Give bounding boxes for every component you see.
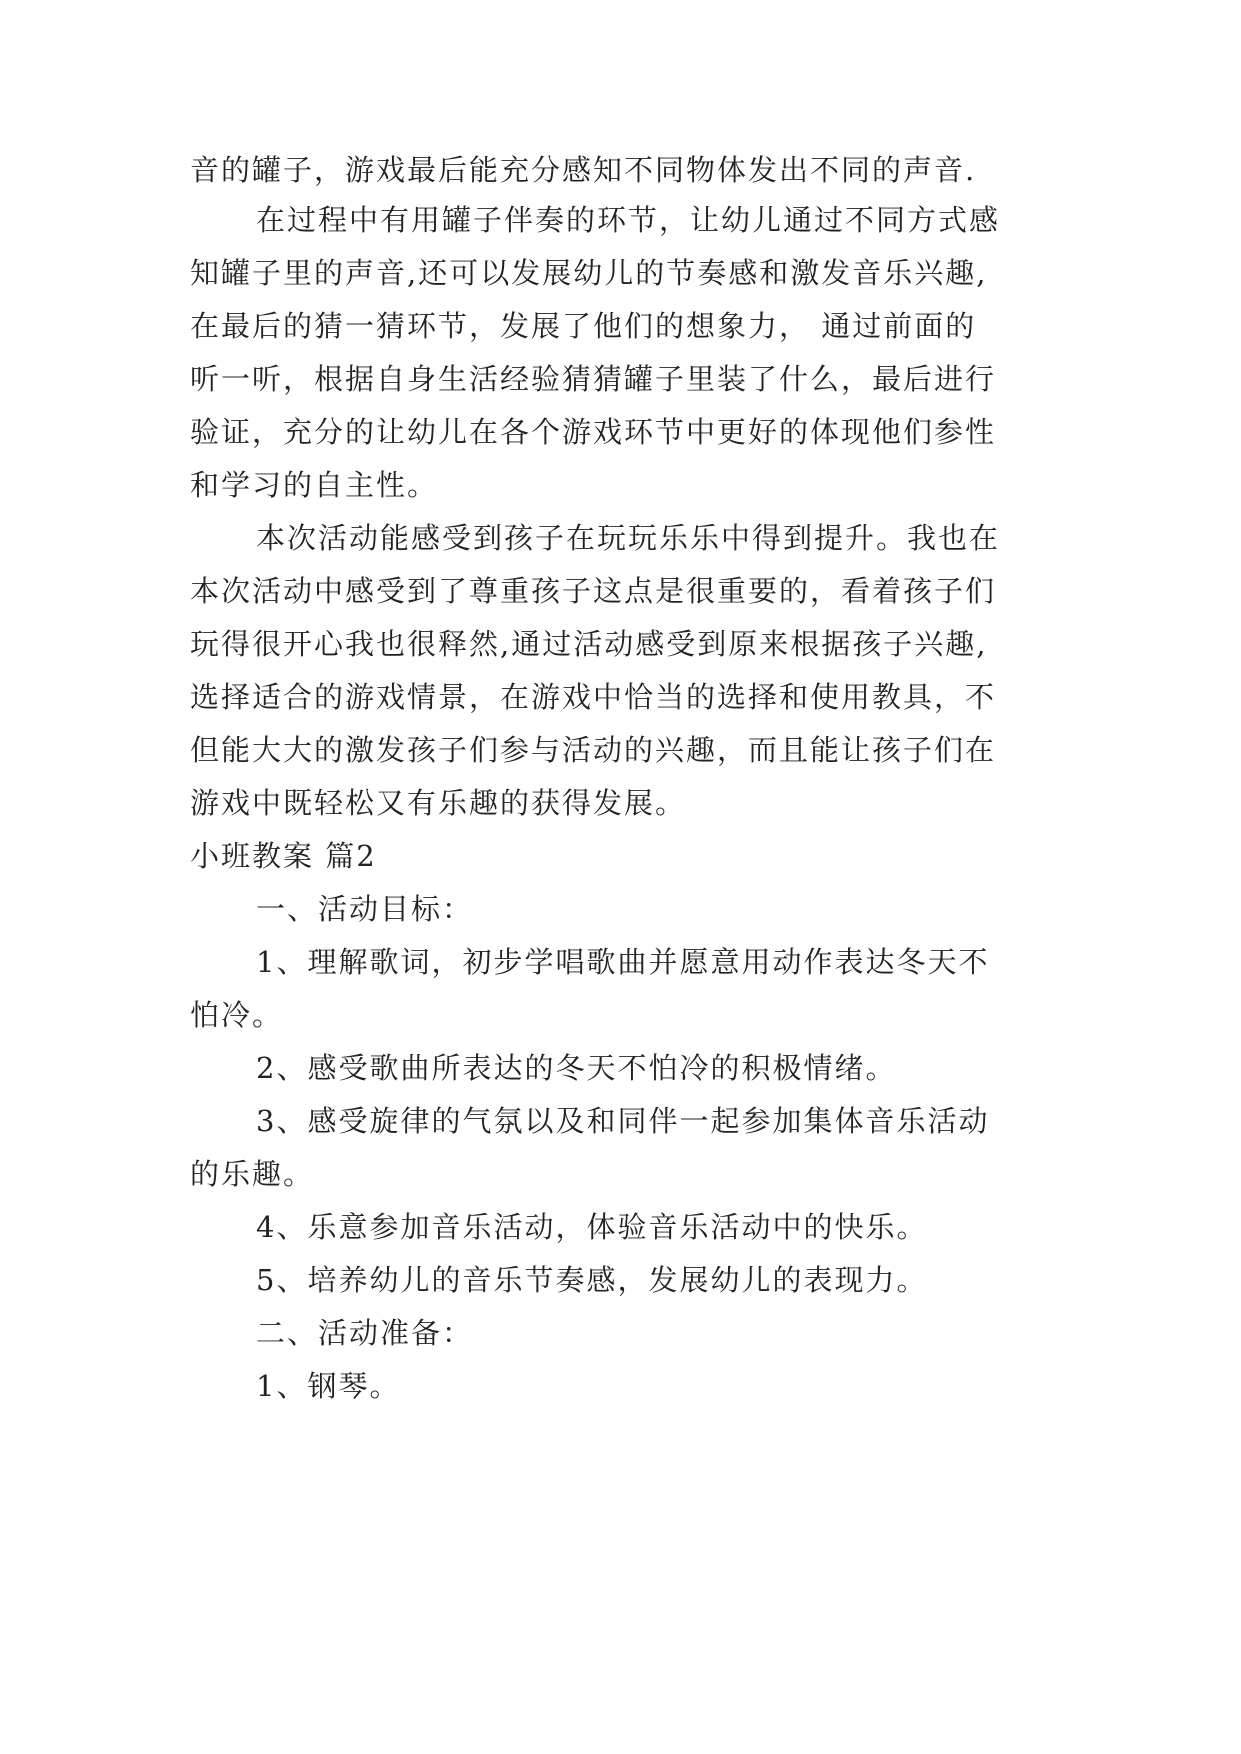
text-line: 怕冷。	[190, 998, 284, 1032]
text-line: 3、感受旋律的气氛以及和同伴一起参加集体音乐活动	[256, 1104, 990, 1138]
text-line: 二、活动准备：	[256, 1316, 474, 1350]
text-line: 游戏中既轻松又有乐趣的获得发展。	[190, 786, 687, 820]
text-line: 音的罐子，游戏最后能充分感知不同物体发出不同的声音.	[190, 153, 977, 187]
text-line: 但能大大的激发孩子们参与活动的兴趣，而且能让孩子们在	[190, 733, 997, 767]
text-line: 选择适合的游戏情景，在游戏中恰当的选择和使用教具，不	[190, 680, 997, 714]
text-line: 听一听，根据自身生活经验猜猜罐子里装了什么，最后进行	[190, 362, 997, 396]
text-line: 本次活动中感受到了尊重孩子这点是很重要的，看着孩子们	[190, 574, 997, 608]
text-line: 1、钢琴。	[256, 1369, 401, 1403]
text-line: 2、感受歌曲所表达的冬天不怕冷的积极情绪。	[256, 1051, 897, 1085]
text-line: 验证，充分的让幼儿在各个游戏环节中更好的体现他们参性	[190, 415, 997, 449]
text-line: 5、培养幼儿的音乐节奏感，发展幼儿的表现力。	[256, 1263, 928, 1297]
text-line: 一、活动目标：	[256, 892, 474, 926]
text-line: 本次活动能感受到孩子在玩玩乐乐中得到提升。我也在	[256, 521, 1001, 555]
section-heading: 小班教案 篇2	[190, 839, 377, 873]
text-line: 在最后的猜一猜环节，发展了他们的想象力， 通过前面的	[190, 309, 977, 343]
text-line: 和学习的自主性。	[190, 468, 439, 502]
text-line: 1、理解歌词，初步学唱歌曲并愿意用动作表达冬天不	[256, 945, 990, 979]
text-line: 在过程中有用罐子伴奏的环节，让幼儿通过不同方式感	[256, 203, 1001, 237]
text-line: 玩得很开心我也很释然,通过活动感受到原来根据孩子兴趣,	[190, 627, 988, 661]
text-line: 知罐子里的声音,还可以发展幼儿的节奏感和激发音乐兴趣,	[190, 256, 988, 290]
text-line: 的乐趣。	[190, 1157, 315, 1191]
text-line: 4、乐意参加音乐活动，体验音乐活动中的快乐。	[256, 1210, 928, 1244]
